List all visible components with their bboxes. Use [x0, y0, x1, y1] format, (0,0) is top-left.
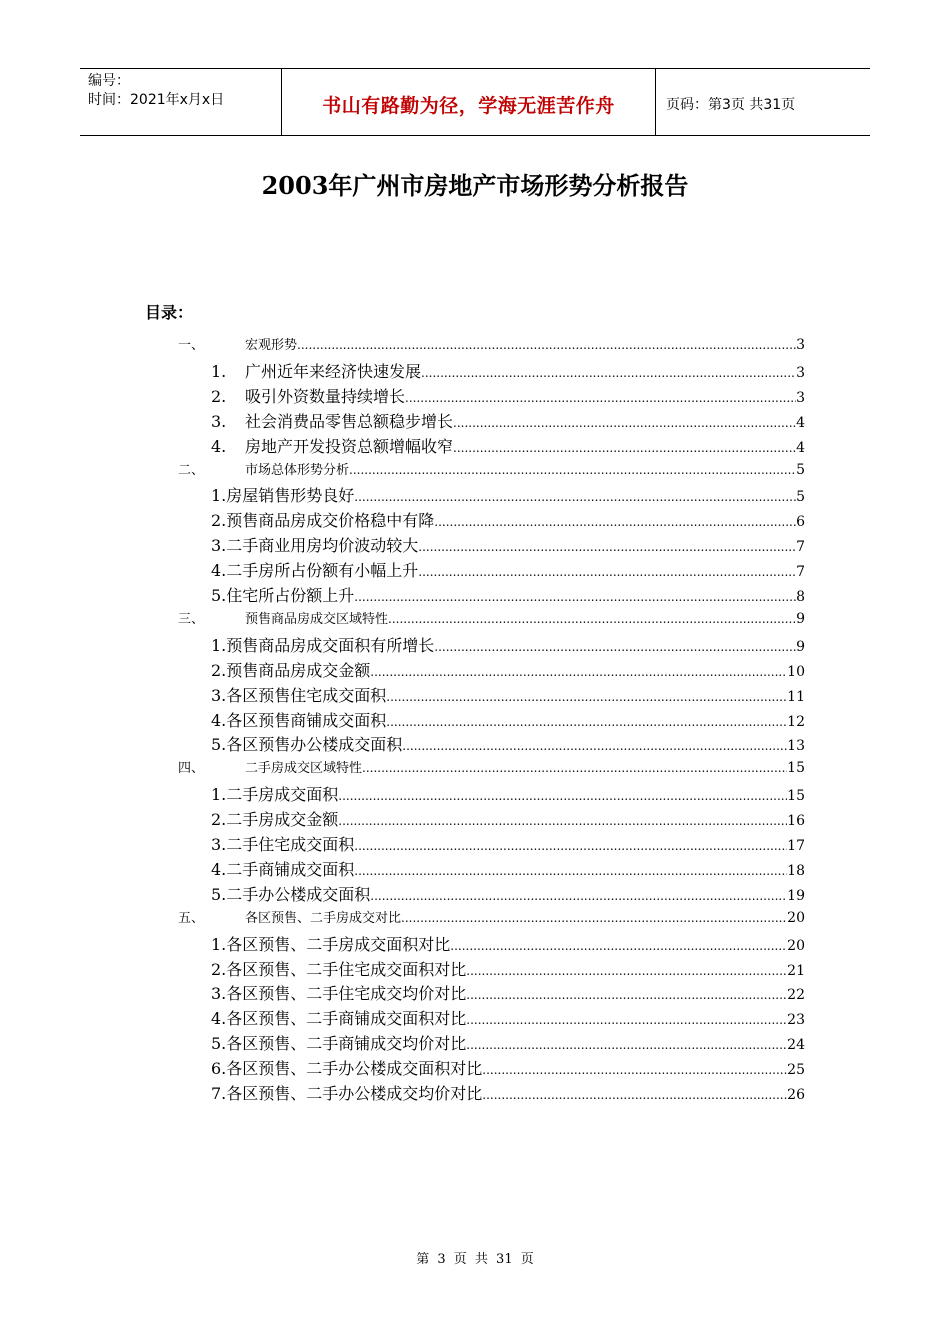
- toc-entry-page: 5: [796, 461, 805, 478]
- toc-dot-leader: [453, 441, 796, 455]
- toc-entry-label: 二手房成交金额: [226, 810, 339, 830]
- toc-entry[interactable]: [0, 683, 805, 707]
- toc-entry-label: 房地产开发投资总额增幅收窄: [245, 436, 454, 456]
- toc-entry-number: 二、: [178, 462, 205, 478]
- toc-entry-number: 1.: [211, 486, 227, 506]
- toc-entry[interactable]: [0, 583, 805, 607]
- toc-entry[interactable]: [0, 1081, 805, 1105]
- toc-entry-page: 9: [796, 638, 805, 655]
- toc-entry-number: 2.: [211, 660, 227, 680]
- toc-dot-leader: [421, 366, 796, 380]
- toc-entry-page: 25: [787, 1062, 805, 1079]
- toc-entry-page: 17: [787, 838, 805, 854]
- toc-dot-leader: [370, 889, 787, 903]
- page-footer: 第 3 页 共 31 页: [416, 1252, 534, 1267]
- toc-entry[interactable]: [0, 658, 805, 682]
- toc-dot-leader: [466, 964, 787, 978]
- toc-entry-number: 3.: [211, 411, 227, 431]
- toc-entry-number: 一、: [178, 338, 205, 353]
- toc-entry-page: 11: [787, 688, 805, 705]
- toc-dot-leader: [354, 590, 796, 604]
- toc-entry-page: 18: [787, 862, 805, 879]
- time-label: 时间：2021年x月x日: [88, 92, 225, 108]
- toc-entry-number: 4.: [211, 561, 227, 581]
- toc-dot-leader: [388, 612, 796, 626]
- toc-dot-leader: [354, 839, 787, 853]
- toc-entry-page: 24: [787, 1037, 805, 1054]
- toc-entry-page: 3: [796, 364, 805, 381]
- toc-entry-number: 5.: [211, 884, 227, 904]
- toc-dot-leader: [434, 640, 796, 654]
- toc-dot-leader: [482, 1063, 787, 1077]
- toc-entry-label: 各区预售、二手房成交对比: [245, 910, 402, 926]
- toc-entry-page: 3: [796, 337, 805, 353]
- toc-entry[interactable]: [0, 633, 805, 657]
- document-header: [80, 68, 870, 136]
- toc-dot-leader: [450, 939, 787, 953]
- toc-entry-label: 各区预售、二手商铺成交面积对比: [226, 1009, 467, 1029]
- toc-entry-number: 1.: [211, 785, 227, 805]
- toc-entry-number: 6.: [211, 1059, 227, 1079]
- toc-entry-label: 社会消费品零售总额稳步增长: [245, 411, 454, 431]
- toc-entry-number: 2.: [211, 386, 227, 406]
- toc-entry-label: 二手房成交区域特性: [245, 761, 363, 777]
- toc-entry-page: 20: [787, 909, 805, 926]
- toc-entry-number: 2.: [211, 810, 227, 830]
- toc-entry-page: 21: [787, 962, 805, 979]
- toc-entry[interactable]: [0, 857, 805, 881]
- toc-entry-page: 13: [787, 738, 805, 755]
- toc-entry-page: 7: [796, 564, 805, 581]
- toc-entry[interactable]: [0, 334, 805, 358]
- toc-entry[interactable]: [0, 782, 805, 806]
- toc-entry[interactable]: [0, 483, 805, 507]
- toc-entry-page: 15: [787, 788, 805, 805]
- toc-dot-leader: [338, 789, 787, 803]
- toc-entry[interactable]: [0, 359, 805, 383]
- document-title: 2003年广州市房地产市场形势分析报告: [261, 171, 689, 200]
- toc-dot-leader: [297, 338, 796, 352]
- toc-dot-leader: [370, 665, 787, 679]
- toc-entry-page: 15: [787, 760, 805, 777]
- toc-entry[interactable]: [0, 907, 805, 931]
- toc-entry[interactable]: [0, 981, 805, 1005]
- toc-entry-label: 各区预售、二手住宅成交面积对比: [226, 959, 467, 979]
- toc-dot-leader: [386, 715, 787, 729]
- toc-entry-number: 三、: [178, 611, 205, 627]
- serial-label: 编号：: [88, 73, 130, 89]
- toc-entry[interactable]: [0, 807, 805, 831]
- toc-entry-label: 住宅所占份额上升: [226, 586, 355, 605]
- toc-entry[interactable]: [0, 882, 805, 906]
- toc-entry-page: 10: [787, 663, 805, 680]
- toc-entry-label: 各区预售住宅成交面积: [226, 685, 387, 705]
- toc-entry-label: 广州近年来经济快速发展: [245, 361, 422, 381]
- toc-entry-page: 12: [787, 713, 805, 730]
- toc-dot-leader: [354, 490, 796, 504]
- toc-entry[interactable]: [0, 459, 805, 483]
- header-meta: [80, 69, 282, 135]
- toc-entry-label: 预售商品房成交面积有所增长: [226, 635, 435, 655]
- toc-entry-number: 3.: [211, 984, 227, 1004]
- toc-entry[interactable]: [0, 757, 805, 781]
- toc-entry[interactable]: [0, 708, 805, 732]
- toc-entry[interactable]: [0, 832, 805, 856]
- toc-entry-page: 23: [787, 1012, 805, 1029]
- toc-entry-label: 各区预售办公楼成交面积: [226, 735, 403, 755]
- header-motto: 书山有路勤为径，学海无涯苦作舟: [282, 69, 656, 135]
- toc-dot-leader: [401, 911, 787, 925]
- toc-entry-number: 1.: [211, 361, 227, 381]
- toc-entry[interactable]: [0, 1006, 805, 1030]
- toc-entry-number: 4.: [211, 436, 227, 456]
- toc-entry-page: 20: [787, 937, 805, 954]
- toc-entry-number: 2.: [211, 511, 227, 531]
- toc-entry-number: 4.: [211, 859, 227, 879]
- toc-entry[interactable]: [0, 608, 805, 632]
- toc-entry-number: 四、: [178, 761, 205, 777]
- toc-entry-page: 16: [787, 813, 805, 830]
- toc-entry-number: 4.: [211, 710, 227, 730]
- toc-entry-page: 4: [796, 439, 805, 456]
- toc-dot-leader: [466, 988, 787, 1002]
- toc-entry-label: 市场总体形势分析: [245, 462, 350, 478]
- toc-entry-label: 各区预售、二手办公楼成交面积对比: [226, 1059, 483, 1079]
- toc-entry[interactable]: [0, 957, 805, 981]
- toc-entry-label: 二手办公楼成交面积: [226, 884, 371, 904]
- toc-entry-number: 5.: [211, 1034, 227, 1054]
- toc-entry-number: 4.: [211, 1009, 227, 1029]
- toc-entry-number: 7.: [211, 1084, 227, 1103]
- toc-entry-page: 5: [796, 489, 805, 506]
- toc-dot-leader: [402, 739, 787, 753]
- toc-entry-label: 预售商品房成交价格稳中有降: [226, 511, 435, 531]
- toc-dot-leader: [453, 416, 796, 430]
- toc-entry[interactable]: [0, 508, 805, 532]
- toc-entry[interactable]: [0, 533, 805, 557]
- toc-dot-leader: [482, 1088, 787, 1102]
- toc-dot-leader: [405, 391, 796, 405]
- toc-dot-leader: [354, 864, 787, 878]
- toc-entry-number: 3.: [211, 835, 227, 854]
- toc-entry[interactable]: [0, 732, 805, 756]
- toc-entry-label: 房屋销售形势良好: [226, 486, 355, 506]
- toc-entry-number: 1.: [211, 934, 227, 954]
- toc-dot-leader: [466, 1013, 787, 1027]
- toc-dot-leader: [386, 690, 787, 704]
- toc-entry-number: 3.: [211, 536, 227, 556]
- toc-entry-page: 19: [787, 887, 805, 904]
- toc-entry-page: 26: [787, 1087, 805, 1103]
- toc-entry-label: 各区预售商铺成交面积: [226, 710, 387, 730]
- toc-entry-label: 各区预售、二手商铺成交均价对比: [226, 1034, 467, 1054]
- toc-dot-leader: [418, 540, 796, 554]
- toc-entry-number: 五、: [178, 910, 205, 926]
- toc-heading: 目录：: [145, 303, 194, 322]
- toc-entry-page: 3: [796, 389, 805, 406]
- toc-dot-leader: [418, 565, 796, 579]
- toc-entry-label: 各区预售、二手住宅成交均价对比: [226, 984, 467, 1004]
- toc-entry-page: 4: [796, 414, 805, 431]
- toc-entry[interactable]: [0, 409, 805, 433]
- toc-entry[interactable]: [0, 384, 805, 408]
- toc-entry[interactable]: [0, 558, 805, 582]
- toc-entry-label: 二手房所占份额有小幅上升: [226, 561, 419, 581]
- toc-entry-label: 二手商业用房均价波动较大: [226, 536, 419, 556]
- toc-entry-label: 预售商品房成交金额: [226, 660, 371, 680]
- header-page-info: 页码：第3页 共31页: [666, 97, 796, 113]
- toc-entry[interactable]: [0, 932, 805, 956]
- toc-entry-label: 预售商品房成交区域特性: [245, 611, 389, 627]
- toc-entry-number: 5.: [211, 586, 227, 605]
- toc-dot-leader: [466, 1038, 787, 1052]
- toc-entry-page: 7: [796, 539, 805, 556]
- toc-entry-number: 3.: [211, 685, 227, 705]
- toc-entry-number: 5.: [211, 735, 227, 755]
- toc-entry-page: 8: [796, 589, 805, 605]
- toc-entry-label: 宏观形势: [245, 338, 298, 353]
- toc-dot-leader: [349, 463, 796, 477]
- toc-dot-leader: [434, 515, 796, 529]
- toc-entry-label: 二手商铺成交面积: [226, 859, 355, 879]
- toc-entry-number: 2.: [211, 959, 227, 979]
- toc-dot-leader: [362, 761, 787, 775]
- toc-entry-label: 二手房成交面积: [226, 785, 339, 805]
- toc-entry[interactable]: [0, 1056, 805, 1080]
- toc-entry-page: 6: [796, 514, 805, 531]
- toc-entry-label: 吸引外资数量持续增长: [245, 386, 406, 406]
- toc-entry[interactable]: [0, 1031, 805, 1055]
- toc-entry-number: 1.: [211, 635, 227, 655]
- toc-entry-label: 各区预售、二手房成交面积对比: [226, 934, 451, 954]
- toc-entry[interactable]: [0, 434, 805, 458]
- toc-entry-page: 22: [787, 987, 805, 1004]
- toc-dot-leader: [338, 814, 787, 828]
- toc-entry-page: 9: [796, 610, 805, 627]
- toc-entry-label: 各区预售、二手办公楼成交均价对比: [226, 1084, 483, 1103]
- toc-entry-label: 二手住宅成交面积: [226, 835, 355, 854]
